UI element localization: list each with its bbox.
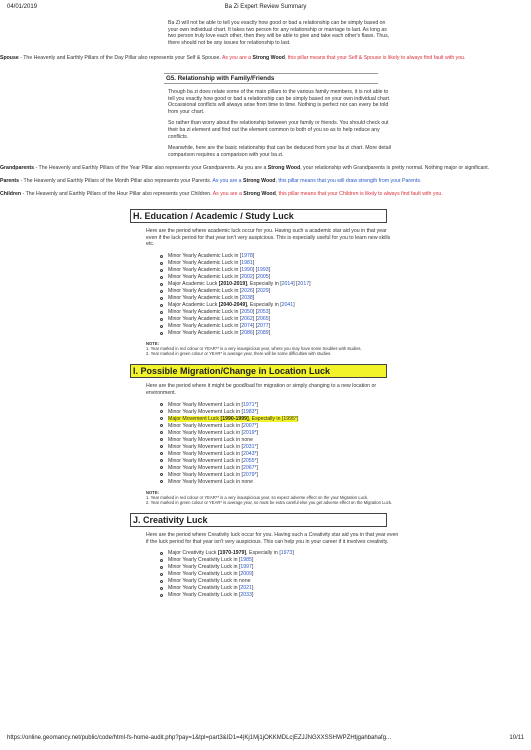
luck-entry: Minor Yearly Movement Luck in [2043*]: [168, 450, 258, 457]
luck-year: 2021: [240, 585, 252, 592]
migration-luck-list: [0, 402, 531, 486]
luck-year: 1978: [241, 252, 253, 259]
luck-year: 2079*: [242, 471, 257, 478]
page-url[interactable]: https://online.geomancy.net/public/code/html-fs-home-audit.php?pay=1&tpl=part3&ID1=4|Kj1Mj1jOKKMDLc|EZJJNGXXSSHWPZHtjgahbahafg...: [7, 735, 392, 741]
luck-entry: [168, 479, 253, 485]
luck-label: Minor Yearly Movement Luck in: [168, 408, 242, 415]
luck-period: [2040-2049]: [218, 301, 248, 308]
g5-paragraph-1: Though ba zi does relate some of the main pillars to the various family members, it is not able to tell you exactly how good or bad a relationship can be simply based on your own individual chart. Occassional conflicts will always arise from time to time. Nothing is perfect nor can every be told from your chart.: [168, 88, 391, 115]
luck-entry: Minor Yearly Academic Luck in [1990] [1993]: [168, 266, 271, 273]
list-item: [168, 451, 531, 458]
list-item: [168, 274, 531, 281]
luck-year: 1973: [280, 550, 293, 557]
luck-year: 2014: [281, 280, 294, 287]
g5-paragraph-2: So rather than worry about the relationship between your family or friends. You should check out their ba zi element and find out the element common to both of you so as to help reduce any conflicts.: [168, 120, 389, 140]
list-item: [168, 437, 531, 444]
spouse-intro: Ba Zi will not be able to tell you exactly how good or bad a relationship can be simply based on your own individual chart. It takes two person for any relationship or marriage to last. As long as two person truly love each other, then they will be able to give and take each other's flaws. Thus, there should not be any issues for relationship to last.: [168, 20, 390, 46]
luck-entry: Minor Yearly Movement Luck in [2055*]: [168, 457, 258, 464]
luck-label: Minor Yearly Movement Luck in: [168, 450, 242, 457]
luck-year: 2038: [241, 294, 253, 301]
luck-entry: Minor Yearly Movement Luck in [2007*]: [168, 422, 258, 429]
luck-entry: Minor Yearly Academic Luck in [1978]: [168, 252, 255, 259]
luck-label: Minor Yearly Movement Luck in: [168, 471, 242, 478]
luck-label: Major Academic Luck: [168, 301, 219, 308]
list-item: [168, 465, 531, 472]
luck-connector: , Especially in: [247, 280, 281, 287]
luck-entry: Minor Yearly Creativity Luck in [1997]: [168, 564, 254, 571]
luck-entry: [168, 578, 250, 584]
list-item: [168, 479, 531, 486]
migration-note: NOTE: 1. Year marked in red colour or YEAR** is a very inauspicious year, so expect adverse effect on the your Migration Luck. 2. Year marked in green colour or YEAR* is average year, so must be extra careful else you get adverse effect on the Migration Luck.: [146, 489, 393, 506]
luck-connector: , Especially in: [247, 301, 281, 308]
list-item-grandparents: Grandparents - The Heavenly and Earthly Pillars of the Year Pillar also represents your Grandparents. As you are a Strong Wood, your relationship with Grandparents is pretty normal. Nothing major or significant.: [0, 165, 531, 172]
luck-label: Minor Yearly Movement Luck in: [168, 457, 242, 464]
luck-year: 2009: [240, 571, 252, 578]
list-item-children: Children - The Heavenly and Earthly Pillars of the Hour Pillar also represents your Children. As you are a Strong Wood, this pillar means that your Children is likely to always find fault with you.: [0, 191, 531, 198]
luck-period: [2010-2019]: [218, 280, 248, 287]
luck-label: Minor Yearly Academic Luck in: [168, 329, 240, 336]
luck-label: Minor Yearly Academic Luck in: [168, 315, 240, 322]
luck-entry: Minor Yearly Creativity Luck in [2009]: [168, 571, 254, 578]
luck-entry: Minor Yearly Creativity Luck in [1985]: [168, 557, 254, 564]
luck-year: 1997: [240, 564, 252, 571]
luck-year: 1983*: [242, 408, 257, 415]
luck-year: 1981: [241, 259, 253, 266]
list-item: [168, 309, 531, 316]
luck-year: 2062: [241, 315, 253, 322]
luck-entry: Major Creativity Luck [1970-1979], Especially in [1973]: [168, 550, 294, 557]
luck-label: Minor Yearly Academic Luck in: [168, 322, 240, 329]
luck-entry: Minor Yearly Movement Luck in [2019*]: [168, 429, 258, 436]
luck-year: 2002: [241, 273, 253, 280]
luck-entry: Minor Yearly Academic Luck in [1981]: [168, 259, 255, 266]
luck-label: Minor Yearly Movement Luck in: [168, 429, 242, 436]
list-item: [168, 458, 531, 465]
luck-entry: Minor Yearly Academic Luck in [2002] [2005]: [168, 273, 271, 280]
luck-entry: Minor Yearly Creativity Luck in [2021]: [168, 585, 254, 592]
luck-entry: Major Movement Luck [1990-1999], Especially in [1995*]: [168, 415, 299, 422]
luck-year: 2043*: [242, 450, 257, 457]
list-item: [168, 323, 531, 330]
section-heading-creativity: J. Creativity Luck: [130, 513, 387, 527]
luck-label: Minor Yearly Academic Luck in: [168, 259, 240, 266]
family-list: [0, 165, 531, 197]
luck-entry: Minor Yearly Movement Luck in [2079*]: [168, 471, 258, 478]
luck-entry: Minor Yearly Academic Luck in [2038]: [168, 294, 255, 301]
list-item: [168, 550, 531, 557]
luck-entry: [168, 437, 253, 443]
luck-connector: , Especially in: [248, 415, 282, 422]
luck-entry: Minor Yearly Movement Luck in [2031*]: [168, 443, 258, 450]
list-item: [168, 288, 531, 295]
list-item: [168, 564, 531, 571]
luck-label: Minor Yearly Creativity Luck in: [168, 571, 239, 578]
luck-year: 2055*: [242, 457, 257, 464]
luck-label: Minor Yearly Academic Luck in: [168, 266, 240, 273]
luck-label: Major Movement Luck: [168, 415, 221, 422]
luck-year: 2026: [241, 287, 253, 294]
education-intro: Here are the period where academic luck occur for you. Having such a academic star aid you in that year even if the luck period for that year isn't very auspicious. This is especially useful for you to learn new skills etc.: [146, 228, 391, 248]
luck-entry: Minor Yearly Academic Luck in [2086] [2089]: [168, 329, 271, 336]
luck-entry: Minor Yearly Movement Luck in [1983*]: [168, 408, 258, 415]
luck-year: 2017: [297, 280, 310, 287]
luck-label: Minor Yearly Creativity Luck in: [168, 585, 239, 592]
luck-year: 2074: [241, 322, 253, 329]
luck-period: [1970-1979]: [217, 550, 247, 557]
luck-label: Minor Yearly Creativity Luck in: [168, 592, 239, 599]
luck-label: Minor Yearly Academic Luck in: [168, 287, 240, 294]
luck-year: 1971*: [242, 401, 257, 408]
education-luck-list: [0, 253, 531, 337]
luck-label: Minor Yearly Creativity Luck in: [168, 557, 239, 564]
luck-year: 2033: [240, 592, 252, 599]
list-item: [168, 592, 531, 599]
luck-label: Minor Yearly Movement Luck in: [168, 401, 242, 408]
luck-entry: Minor Yearly Creativity Luck in [2033]: [168, 592, 254, 599]
luck-year: 1985: [240, 557, 252, 564]
luck-label: Minor Yearly Academic Luck in: [168, 252, 240, 259]
list-item: [168, 472, 531, 479]
section-heading-education: H. Education / Academic / Study Luck: [130, 209, 387, 223]
spouse-list: [0, 55, 531, 62]
luck-entry: Minor Yearly Academic Luck in [2074] [2077]: [168, 322, 271, 329]
luck-year: 2077: [257, 322, 269, 329]
luck-year: 1990: [241, 266, 253, 273]
list-item: [168, 571, 531, 578]
list-item: [168, 253, 531, 260]
list-item: [168, 409, 531, 416]
luck-entry: Minor Yearly Academic Luck in [2062] [2065]: [168, 315, 271, 322]
luck-year: 2067*: [242, 464, 257, 471]
luck-year: 2007*: [242, 422, 257, 429]
luck-label: Minor Yearly Academic Luck in: [168, 308, 240, 315]
list-item: [168, 557, 531, 564]
creativity-luck-list: [0, 550, 531, 599]
luck-entry: Major Academic Luck [2040-2049], Especially in [2041]: [168, 301, 295, 308]
luck-entry: Major Academic Luck [2010-2019], Especially in [2014] [2017]: [168, 280, 311, 287]
luck-connector: , Especially in: [246, 550, 280, 557]
luck-label: Minor Yearly Movement Luck in none: [168, 436, 254, 443]
list-item: [168, 281, 531, 288]
luck-year: 2089: [257, 329, 269, 336]
luck-entry: Minor Yearly Movement Luck in [1971*]: [168, 401, 258, 408]
luck-label: Minor Yearly Movement Luck in: [168, 464, 242, 471]
list-item: [168, 430, 531, 437]
luck-label: Minor Yearly Creativity Luck in none: [168, 578, 251, 585]
list-item: [168, 302, 531, 309]
education-note: NOTE: 1. Year marked in red colour or YEAR** is a very inauspicious year, where you may have some troubles with studies. 2. Year marked in green colour or YEAR* is average year, there will be some difficulties with studies.: [146, 340, 362, 357]
luck-year: 2053: [257, 308, 269, 315]
g5-heading: G5. Relationship with Family/Friends: [164, 73, 378, 84]
luck-year: 1993: [257, 266, 269, 273]
luck-label: Minor Yearly Academic Luck in: [168, 294, 240, 301]
creativity-intro: Here are the period where Creativity luck occur for you. Having such a Creativity star aid you in that year even if the luck period for that year isn't very auspicious. This can help you in your career if it involves creativity.: [146, 532, 399, 545]
luck-year: 2065: [257, 315, 269, 322]
luck-label: Minor Yearly Movement Luck in: [168, 422, 242, 429]
list-item: [168, 423, 531, 430]
document-title: Ba Zi Expert Review Summary: [224, 4, 307, 10]
list-item-parents: Parents - The Heavenly and Earthly Pillars of the Month Pillar also represents your Parents. As you are a Strong Wood, this pillar means that you will draw strength from your Parents.: [0, 178, 531, 185]
luck-year: 2041: [281, 301, 294, 308]
luck-year: 2029: [257, 287, 269, 294]
list-item-spouse: Spouse - The Heavenly and Earthly Pillars of the Day Pillar also represents your Self & Spouse. As you are a Strong Wood, this pillar means that your Self & Spouse is likely to always find fault with you.: [0, 55, 531, 62]
page-number: 10/11: [509, 735, 524, 741]
page-footer: [7, 735, 524, 745]
list-item: [168, 330, 531, 337]
list-item: [168, 585, 531, 592]
luck-label: Minor Yearly Academic Luck in: [168, 273, 240, 280]
luck-year: 2050: [241, 308, 253, 315]
luck-entry: Minor Yearly Academic Luck in [2050] [2053]: [168, 308, 271, 315]
list-item: [168, 402, 531, 409]
list-item: [168, 316, 531, 323]
page-header: [7, 4, 524, 14]
luck-year: 2005: [257, 273, 269, 280]
print-date: 04/01/2019: [7, 4, 38, 10]
list-item: [168, 444, 531, 451]
luck-entry: Minor Yearly Movement Luck in [2067*]: [168, 464, 258, 471]
luck-label: Major Academic Luck: [168, 280, 219, 287]
report-content: [0, 20, 531, 599]
list-item: [168, 416, 531, 423]
luck-label: Minor Yearly Movement Luck in none: [168, 478, 254, 485]
migration-intro: Here are the period where it might be good/bad for migration or simply changing to a new location or environment.: [146, 383, 377, 397]
luck-label: Major Creativity Luck: [168, 550, 218, 557]
list-item: [168, 295, 531, 302]
luck-period: [1990-1999]: [220, 415, 249, 422]
list-item: [168, 267, 531, 274]
luck-entry: Minor Yearly Academic Luck in [2026] [2029]: [168, 287, 271, 294]
luck-label: Minor Yearly Creativity Luck in: [168, 564, 239, 571]
list-item: [168, 578, 531, 585]
luck-year: 2031*: [242, 443, 257, 450]
luck-year: 2019*: [242, 429, 257, 436]
g5-paragraph-3: Meanwhile, here are the basic relationship that can be deduced from your ba zi chart. More detail comparison requires a comparison with your ba zi.: [168, 145, 391, 158]
luck-year: 1995*: [283, 415, 297, 422]
luck-year: 2086: [241, 329, 253, 336]
luck-label: Minor Yearly Movement Luck in: [168, 443, 242, 450]
section-heading-migration: I. Possible Migration/Change in Location Luck: [130, 364, 387, 378]
list-item: [168, 260, 531, 267]
